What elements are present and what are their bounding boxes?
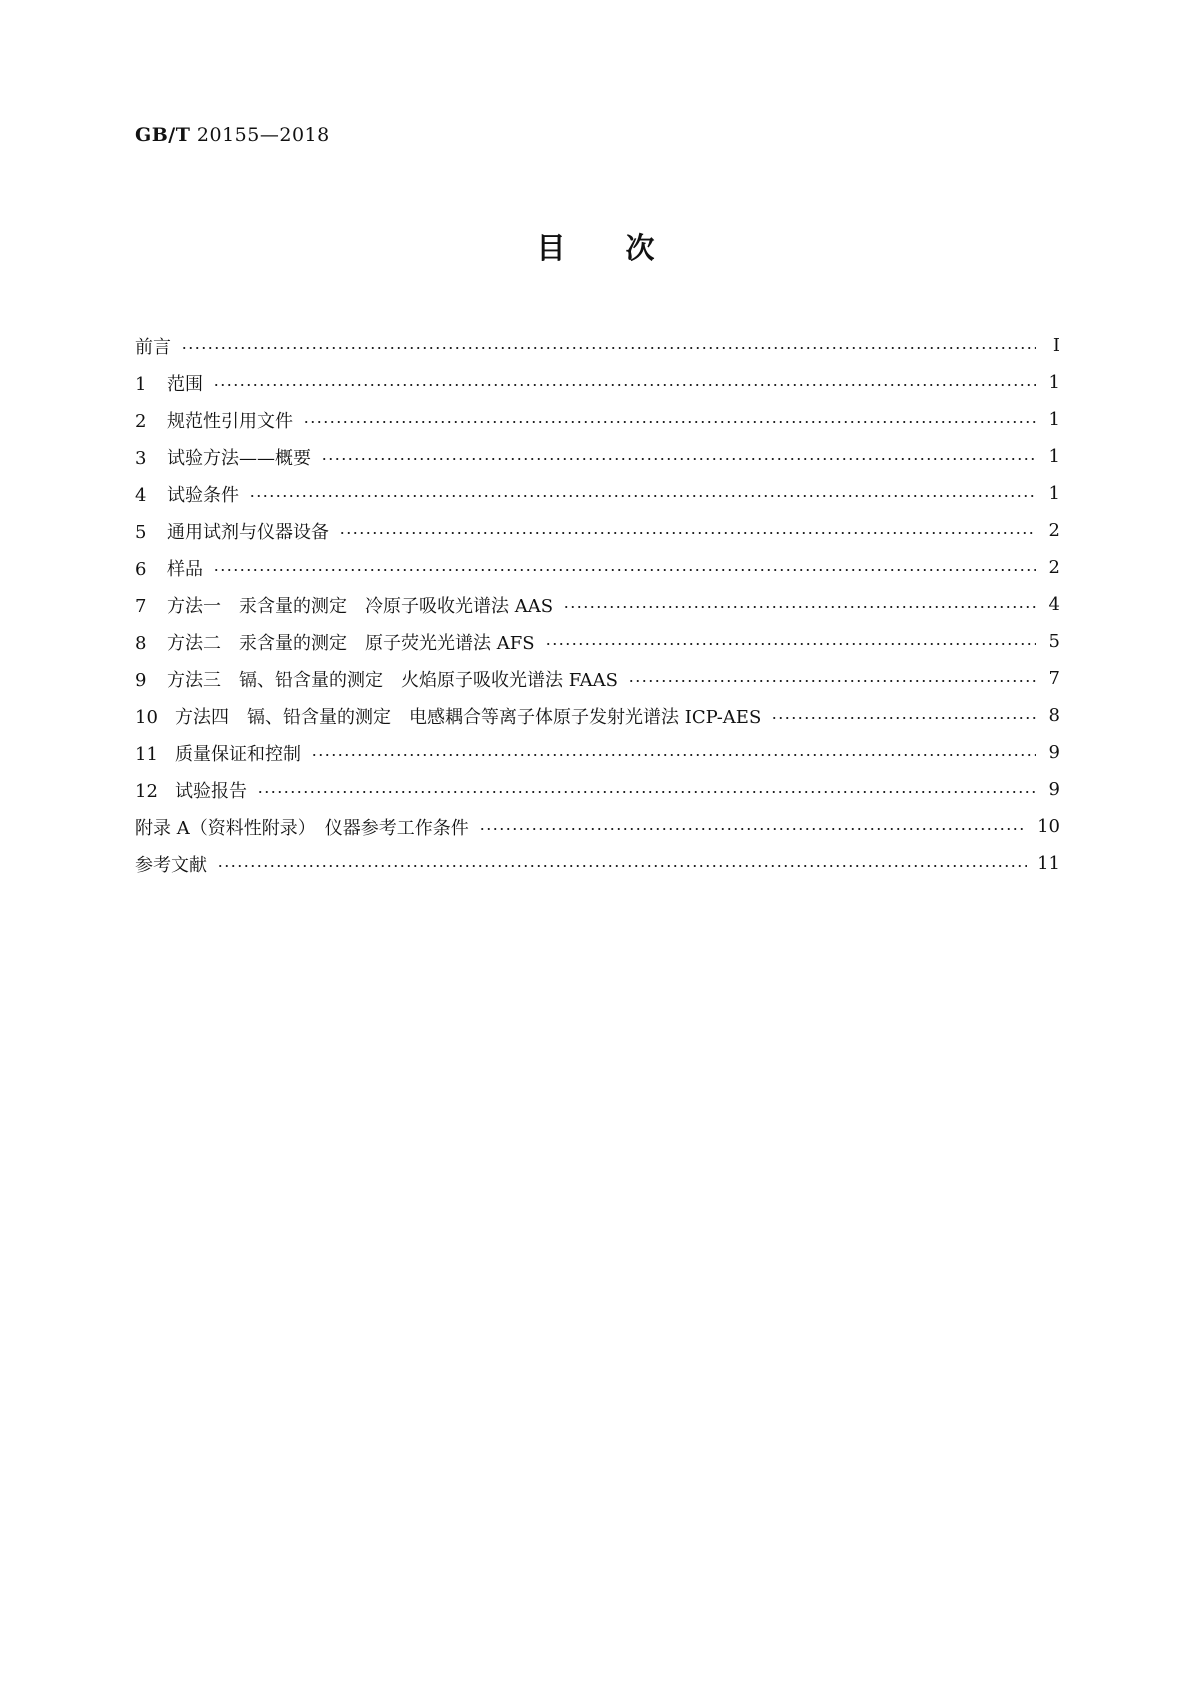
toc-entry[interactable] xyxy=(135,401,1060,438)
toc-entry[interactable] xyxy=(135,512,1060,549)
toc-entry[interactable] xyxy=(135,697,1060,734)
toc-entry-number: 6 xyxy=(135,558,147,580)
toc-entry-label xyxy=(135,666,628,692)
toc-entry-label xyxy=(135,407,303,433)
toc-entry[interactable] xyxy=(135,549,1060,586)
dot-leader xyxy=(771,717,1036,719)
dot-leader xyxy=(217,865,1027,867)
toc-entry-title: 样品 xyxy=(167,558,203,580)
toc-entry-title: 通用试剂与仪器设备 xyxy=(167,521,329,543)
document-code xyxy=(135,124,330,146)
dot-leader xyxy=(628,680,1036,682)
dot-leader xyxy=(249,495,1036,497)
dot-leader xyxy=(479,828,1027,830)
toc-entry-number: 10 xyxy=(135,706,158,728)
table-of-contents xyxy=(135,327,1060,882)
toc-entry-label xyxy=(135,518,339,544)
standard-number: 20155—2018 xyxy=(190,124,330,146)
toc-entry-title: 质量保证和控制 xyxy=(175,743,301,765)
toc-entry-page: Ⅰ xyxy=(1052,335,1060,356)
toc-entry[interactable] xyxy=(135,438,1060,475)
toc-entry-page: 7 xyxy=(1048,668,1060,689)
toc-entry-page: 1 xyxy=(1048,446,1060,467)
toc-entry-label xyxy=(135,629,545,655)
toc-entry-label xyxy=(135,333,181,359)
standard-prefix: GB/T xyxy=(135,124,191,146)
page-title: 目次 xyxy=(536,231,715,265)
toc-entry-number: 7 xyxy=(135,595,147,617)
toc-entry-label xyxy=(135,592,563,618)
toc-entry-label xyxy=(135,481,249,507)
toc-entry-title: 试验报告 xyxy=(175,780,247,802)
toc-entry-title: 规范性引用文件 xyxy=(167,410,293,432)
toc-entry-page: 5 xyxy=(1048,631,1060,652)
toc-entry-label xyxy=(135,851,217,877)
toc-entry-number: 3 xyxy=(135,447,147,469)
toc-entry[interactable] xyxy=(135,475,1060,512)
toc-entry-page: 4 xyxy=(1048,594,1060,615)
toc-entry-page: 9 xyxy=(1048,742,1060,763)
dot-leader xyxy=(339,532,1036,534)
toc-entry-label xyxy=(135,703,771,729)
toc-entry-title: 试验方法——概要 xyxy=(167,447,311,469)
toc-entry[interactable] xyxy=(135,586,1060,623)
toc-entry-page: 1 xyxy=(1048,409,1060,430)
toc-entry-number: 12 xyxy=(135,780,158,802)
toc-entry[interactable] xyxy=(135,660,1060,697)
toc-entry-title: 范围 xyxy=(167,373,203,395)
toc-entry[interactable] xyxy=(135,771,1060,808)
toc-entry-page: 10 xyxy=(1037,816,1060,837)
dot-leader xyxy=(321,458,1036,460)
dot-leader xyxy=(213,384,1036,386)
dot-leader xyxy=(213,569,1036,571)
toc-entry[interactable] xyxy=(135,364,1060,401)
toc-entry[interactable] xyxy=(135,327,1060,364)
toc-entry-title: 参考文献 xyxy=(135,854,207,876)
toc-entry[interactable] xyxy=(135,623,1060,660)
toc-entry[interactable] xyxy=(135,845,1060,882)
toc-entry-label xyxy=(135,814,479,840)
toc-entry-number: 5 xyxy=(135,521,147,543)
toc-entry-label xyxy=(135,444,321,470)
toc-entry-page: 9 xyxy=(1048,779,1060,800)
dot-leader xyxy=(311,754,1036,756)
dot-leader xyxy=(303,421,1036,423)
toc-entry-title: 前言 xyxy=(135,336,171,358)
toc-entry[interactable] xyxy=(135,808,1060,845)
toc-entry-label xyxy=(135,740,311,766)
toc-entry-number: 1 xyxy=(135,373,147,395)
toc-entry-number: 2 xyxy=(135,410,147,432)
dot-leader xyxy=(257,791,1036,793)
toc-entry-page: 1 xyxy=(1048,372,1060,393)
toc-entry-title: 附录 A（资料性附录） 仪器参考工作条件 xyxy=(135,817,469,839)
toc-entry-label xyxy=(135,370,213,396)
toc-entry-title: 试验条件 xyxy=(167,484,239,506)
toc-entry-number: 4 xyxy=(135,484,147,506)
toc-entry-number: 11 xyxy=(135,743,158,765)
toc-entry-page: 11 xyxy=(1037,853,1060,874)
dot-leader xyxy=(563,606,1036,608)
toc-entry-page: 2 xyxy=(1048,520,1060,541)
toc-entry[interactable] xyxy=(135,734,1060,771)
dot-leader xyxy=(181,347,1036,349)
toc-entry-page: 8 xyxy=(1048,705,1060,726)
toc-entry-title: 方法四 镉、铅含量的测定 电感耦合等离子体原子发射光谱法 ICP-AES xyxy=(175,706,762,728)
toc-entry-page: 2 xyxy=(1048,557,1060,578)
toc-entry-label xyxy=(135,777,257,803)
dot-leader xyxy=(545,643,1036,645)
toc-entry-label xyxy=(135,555,213,581)
toc-entry-page: 1 xyxy=(1048,483,1060,504)
toc-entry-title: 方法三 镉、铅含量的测定 火焰原子吸收光谱法 FAAS xyxy=(167,669,618,691)
toc-entry-number: 9 xyxy=(135,669,147,691)
toc-entry-title: 方法二 汞含量的测定 原子荧光光谱法 AFS xyxy=(167,632,535,654)
toc-entry-number: 8 xyxy=(135,632,147,654)
toc-entry-title: 方法一 汞含量的测定 冷原子吸收光谱法 AAS xyxy=(167,595,554,617)
